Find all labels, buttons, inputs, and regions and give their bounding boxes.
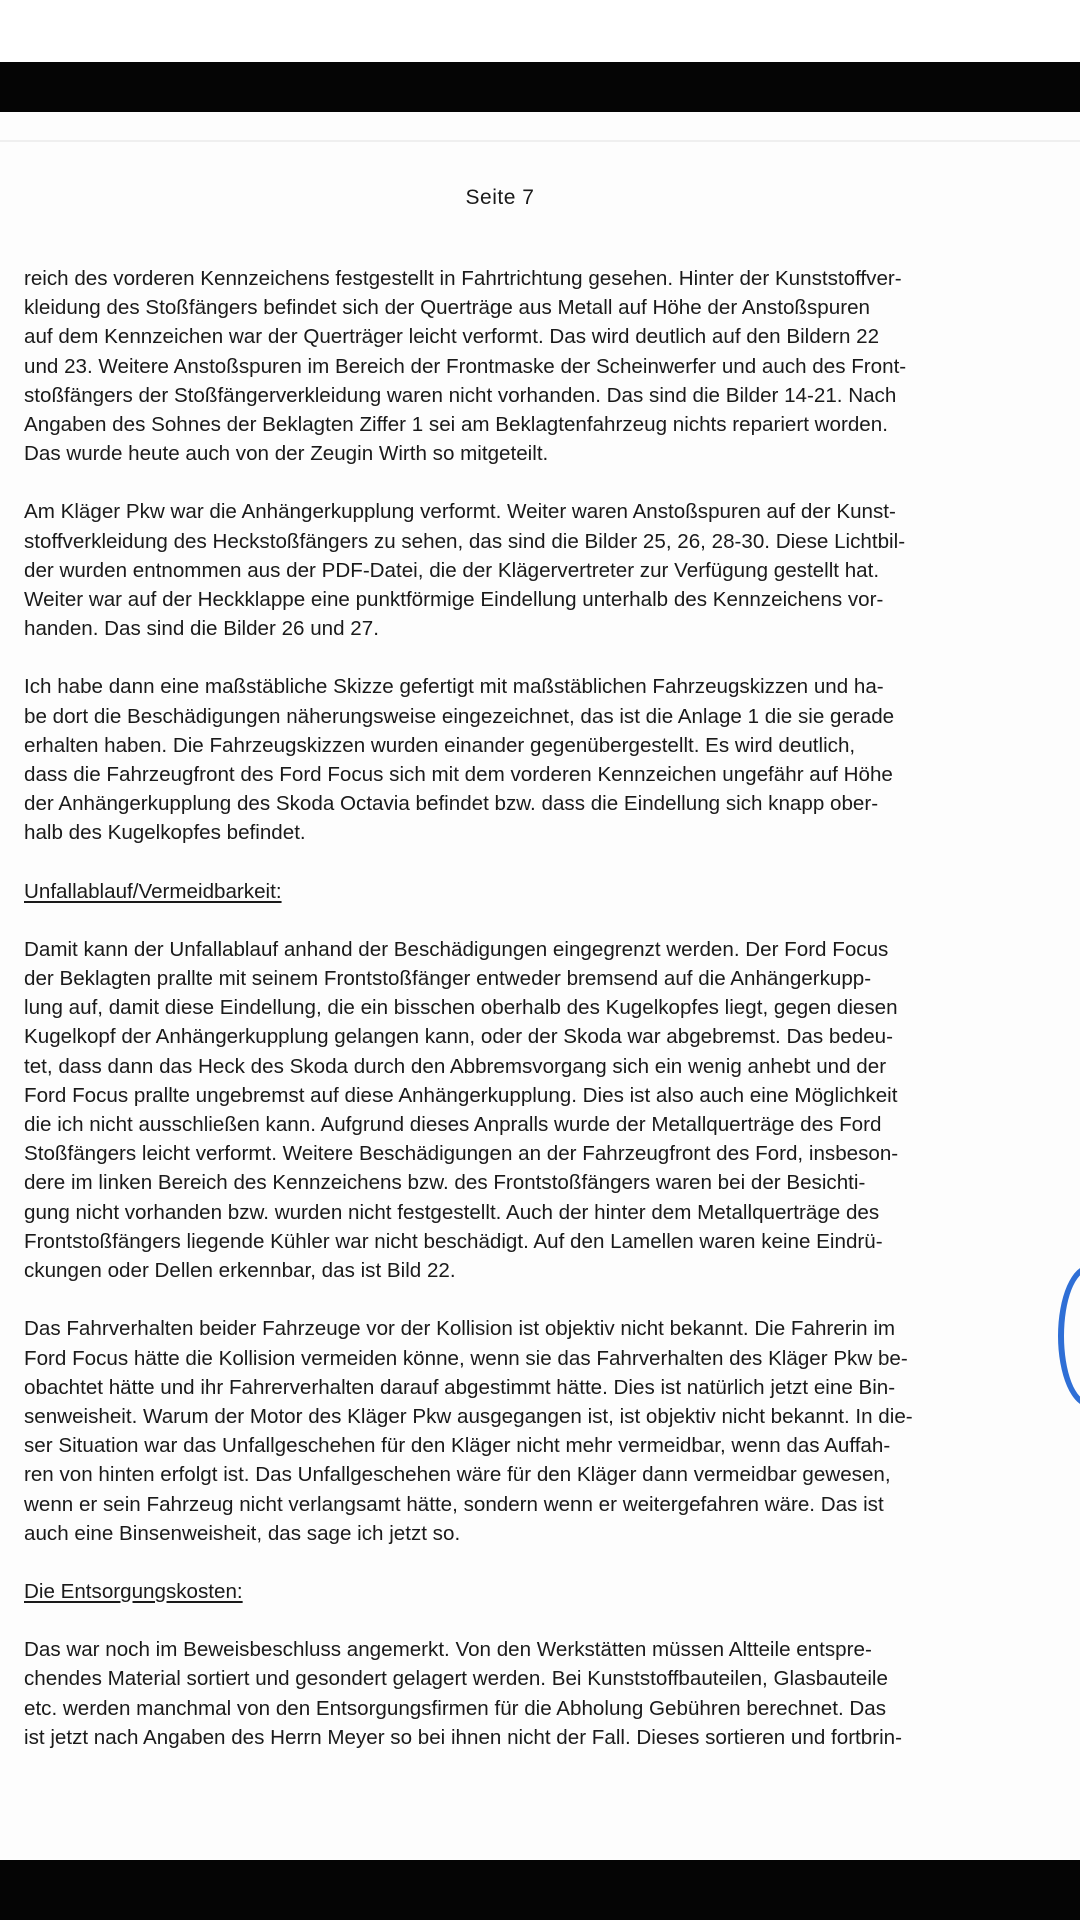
text-line: der Anhängerkupplung des Skoda Octavia befindet bzw. dass die Eindellung sich knapp ober- (24, 792, 879, 816)
text-line: reich des vorderen Kennzeichens festgestellt in Fahrtrichtung gesehen. Hinter der Kunststoffver- (24, 267, 902, 290)
text-line: stoßfängers der Stoßfängerverkleidung waren nicht vorhanden. Das sind die Bilder 14-21. Nach (24, 383, 897, 407)
text-line: Ford Focus hätte die Kollision vermeiden könne, wenn sie das Fahrverhalten des Kläger Pkw be- (24, 1346, 908, 1370)
text-line: obachtet hätte und ihr Fahrerverhalten darauf abgestimmt hätte. Dies ist natürlich jetzt eine Bin- (24, 1375, 896, 1399)
text-line: auch eine Binsenweisheit, das sage ich jetzt so. (24, 1521, 461, 1545)
paragraph (24, 264, 1014, 468)
paragraph-gap (24, 1606, 1014, 1635)
text-line: lung auf, damit diese Eindellung, die ein bisschen oberhalb des Kugelkopfes liegt, gegen diesen (24, 996, 898, 1020)
text-line: Weiter war auf der Heckklappe eine punktförmige Eindellung unterhalb des Kennzeichens vor- (24, 588, 884, 612)
paragraph-gap (24, 1285, 1014, 1314)
text-line: Ford Focus prallte ungebremst auf diese Anhängerkupplung. Dies ist also auch eine Möglichkeit (24, 1083, 898, 1107)
text-line: Angaben des Sohnes der Beklagten Ziffer 1 sei am Beklagtenfahrzeug nichts repariert worden. (24, 413, 888, 437)
section-heading: Unfallablauf/Vermeidbarkeit: (24, 879, 282, 903)
text-line: gung nicht vorhanden bzw. wurden nicht festgestellt. Auch der hinter dem Metallquerträge des (24, 1200, 880, 1224)
page-number: Seite 7 (465, 186, 535, 209)
text-line: der Beklagten prallte mit seinem Frontstoßfänger entweder bremsend auf die Anhängerkupp- (24, 967, 872, 991)
text-line: der wurden entnommen aus der PDF-Datei, die der Klägervertreter zur Verfügung gestellt hat. (24, 558, 880, 582)
paragraph (24, 1635, 1014, 1752)
paragraph (24, 1314, 1014, 1548)
text-line: etc. werden manchmal von den Entsorgungsfirmen für die Abholung Gebühren berechnet. Das (24, 1696, 887, 1720)
text-line: kleidung des Stoßfängers befindet sich der Querträge aus Metall auf Höhe der Anstoßspuren (24, 296, 870, 320)
text-line: ser Situation war das Unfallgeschehen für den Kläger nicht mehr vermeidbar, wenn das Auffah- (24, 1434, 891, 1458)
text-line: die ich nicht ausschließen kann. Aufgrund dieses Anpralls wurde der Metallquerträge des Ford (24, 1113, 882, 1137)
text-line: Ich habe dann eine maßstäbliche Skizze gefertigt mit maßstäblichen Fahrzeugskizzen und ha- (24, 675, 884, 699)
paragraph-gap (24, 848, 1014, 877)
document-body (24, 264, 1014, 1752)
text-line: Damit kann der Unfallablauf anhand der Beschädigungen eingegrenzt werden. Der Ford Focus (24, 937, 889, 961)
text-line: Frontstoßfängers liegende Kühler war nicht beschädigt. Auf den Lamellen waren keine Eindrü- (24, 1229, 883, 1253)
text-line: tet, dass dann das Heck des Skoda durch den Abbremsvorgang sich ein wenig anhebt und der (24, 1054, 887, 1078)
page-top-edge (0, 140, 1080, 142)
paragraph-gap (24, 643, 1014, 672)
text-line: chendes Material sortiert und gesondert gelagert werden. Bei Kunststoffbauteilen, Glasbauteile (24, 1667, 888, 1691)
text-line: und 23. Weitere Anstoßspuren im Bereich der Frontmaske der Scheinwerfer und auch des Front- (24, 354, 907, 378)
text-line: Das war noch im Beweisbeschluss angemerkt. Von den Werkstätten müssen Altteile entspre- (24, 1638, 872, 1662)
bottom-black-bar (0, 1860, 1080, 1920)
text-line: erhalten haben. Die Fahrzeugskizzen wurden einander gegenübergestellt. Es wird deutlich, (24, 733, 856, 757)
text-line: halb des Kugelkopfes befindet. (24, 821, 306, 845)
top-black-bar (0, 62, 1080, 112)
section-heading: Die Entsorgungskosten: (24, 1579, 243, 1603)
text-line: ist jetzt nach Angaben des Herrn Meyer so bei ihnen nicht der Fall. Dieses sortieren und fortbrin- (24, 1725, 902, 1749)
text-line: wenn er sein Fahrzeug nicht verlangsamt hätte, sondern wenn er weitergefahren wäre. Das ist (24, 1492, 884, 1516)
text-line: ren von hinten erfolgt ist. Das Unfallgeschehen wäre für den Kläger dann vermeidbar gewesen, (24, 1463, 891, 1487)
text-line: Kugelkopf der Anhängerkupplung gelangen kann, oder der Skoda war abgebremst. Das bedeu- (24, 1025, 893, 1049)
text-line: dass die Fahrzeugfront des Ford Focus sich mit dem vorderen Kennzeichen ungefähr auf Höhe (24, 763, 893, 787)
text-line: handen. Das sind die Bilder 26 und 27. (24, 617, 379, 641)
text-line: Das Fahrverhalten beider Fahrzeuge vor der Kollision ist objektiv nicht bekannt. Die Fahrerin im (24, 1317, 896, 1341)
text-line: ckungen oder Dellen erkennbar, das ist Bild 22. (24, 1259, 456, 1283)
text-line: Am Kläger Pkw war die Anhängerkupplung verformt. Weiter waren Anstoßspuren auf der Kunst- (24, 500, 896, 524)
paragraph (24, 497, 1014, 643)
paragraph (24, 935, 1014, 1285)
text-line: auf dem Kennzeichen war der Querträger leicht verformt. Das wird deutlich auf den Bildern 22 (24, 325, 880, 349)
text-line: be dort die Beschädigungen näherungsweise eingezeichnet, das ist die Anlage 1 die sie gerade (24, 704, 895, 728)
paragraph-gap (24, 906, 1014, 935)
text-line: stoffverkleidung des Heckstoßfängers zu sehen, das sind die Bilder 25, 26, 28-30. Diese Lichtbil- (24, 529, 906, 553)
text-line: Das wurde heute auch von der Zeugin Wirth so mitgeteilt. (24, 442, 549, 466)
paragraph (24, 672, 1014, 847)
text-line: dere im linken Bereich des Kennzeichens bzw. des Frontstoßfängers waren bei der Besichti- (24, 1171, 866, 1195)
paragraph-gap (24, 468, 1014, 497)
text-line: senweisheit. Warum der Motor des Kläger Pkw ausgegangen ist, ist objektiv nicht bekannt. In die- (24, 1404, 913, 1428)
paragraph-gap (24, 1548, 1014, 1577)
text-line: Stoßfängers leicht verformt. Weitere Beschädigungen an der Fahrzeugfront des Ford, insbeson- (24, 1142, 899, 1166)
